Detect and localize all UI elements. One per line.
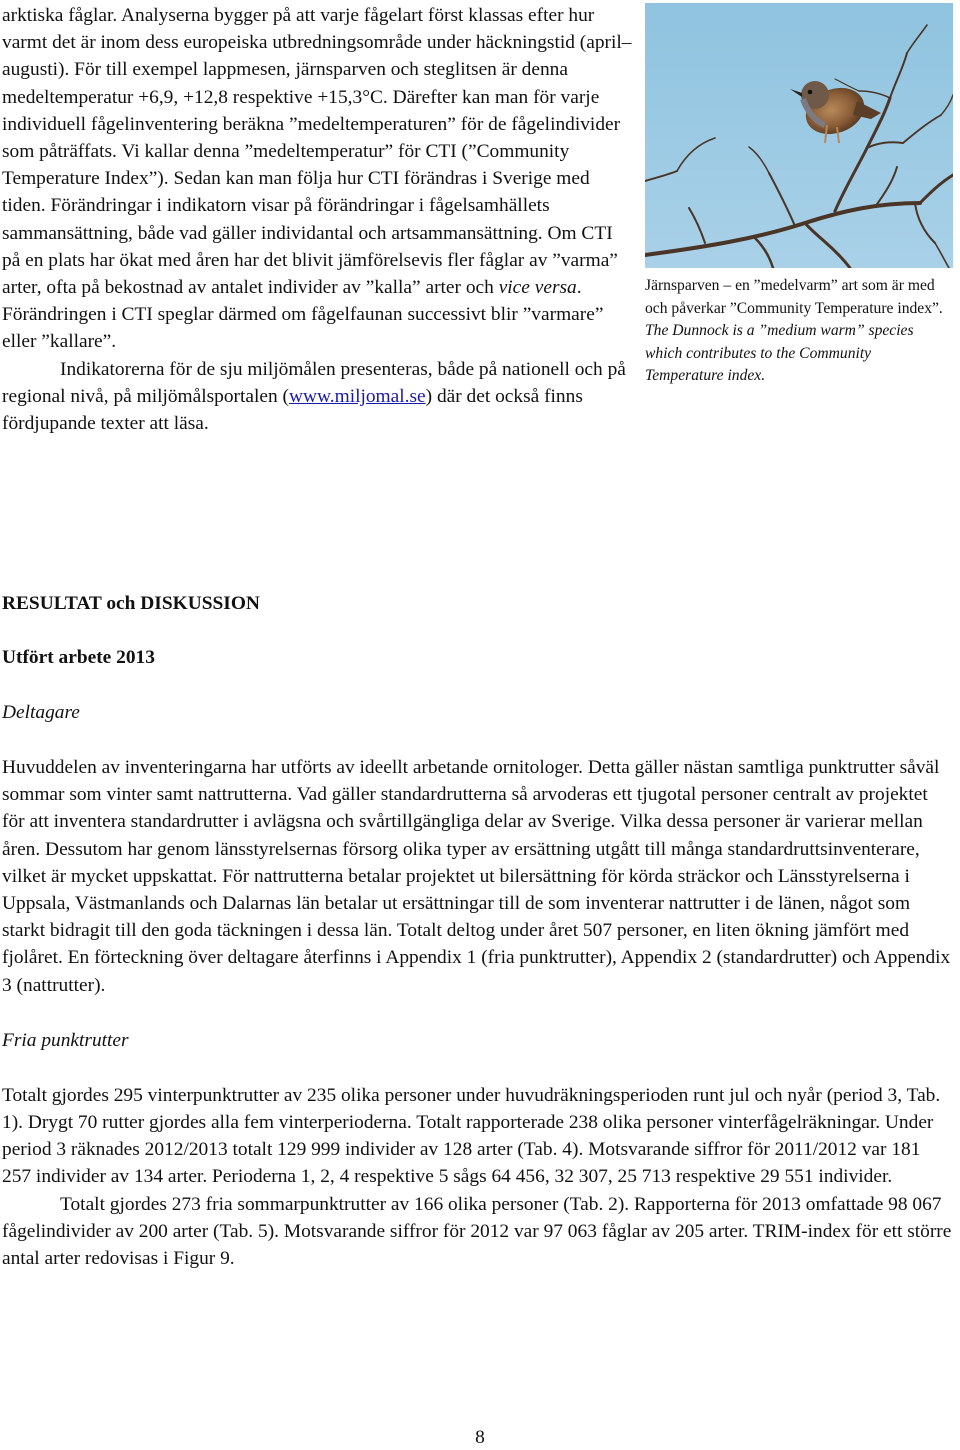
section-title: RESULTAT och DISKUSSION <box>2 593 260 614</box>
free-routes-paragraph-2: Totalt gjordes 273 fria sommarpunktrutter av 166 olika personer (Tab. 2). Rapporterna för 2013 omfattade 98 067 fågelindivider av 200 arter (Tab. 5). Motsvarande siffror för 2012 var 97 063 fåglar av 205 arter. TRIM-index för ett större antal arter redovisas i Figur 9. <box>2 1193 952 1270</box>
page-number: 8 <box>475 1427 485 1448</box>
results-section <box>2 590 952 1272</box>
free-routes-heading: Fria punktrutter <box>2 1029 129 1051</box>
free-routes-paragraph-1: Totalt gjordes 295 vinterpunktrutter av 235 olika personer under huvudräkningsperioden runt jul och nyår (period 3, Tab. 1). Drygt 70 rutter gjordes alla fem vinterperioderna. Totalt rapporterade 238 olika personer vinterfågelräkningar. Under period 3 räknades 2012/2013 totalt 129 999 individer av 128 arter (Tab. 4). Motsvarande siffror för 2011/2012 var 181 257 individer av 134 arter. Perioderna 1, 2, 4 respektive 5 sågs 64 456, 32 307, 25 713 respektive 29 551 individer. <box>2 1084 941 1188</box>
figure-column <box>645 3 953 388</box>
photo-caption <box>645 275 953 388</box>
participants-heading: Deltagare <box>2 702 80 723</box>
dunnock-photo <box>645 3 953 268</box>
intro-paragraph-2 <box>2 356 632 438</box>
portal-text-before: Indikatorerna för de sju miljömålen presenteras, både på nationell och på regional nivå, på miljömålsportalen ( <box>2 358 626 407</box>
intro-paragraph-1 <box>2 2 632 356</box>
caption-english: The Dunnock is a ”medium warm” species which contributes to the Community Temperature index. <box>645 322 914 385</box>
subsection-title: Utfört arbete 2013 <box>2 647 155 668</box>
caption-swedish: Järnsparven – en ”medelvarm” art som är med och påverkar ”Community Temperature index”. <box>645 277 943 317</box>
intro-column <box>2 2 632 437</box>
miljomal-link[interactable]: www.miljomal.se <box>289 385 426 407</box>
participants-paragraph: Huvuddelen av inventeringarna har utförts av ideellt arbetande ornitologer. Detta gäller nästan samtliga punktrutter såväl sommar som vinter samt nattrutterna. Vad gäller standardrutterna så arvoderas ett tjugotal personer centralt av projektet för att inventera standardrutter i avlägsna och svårtillgängliga delar av Sverige. Vilka dessa personer är varierar mellan åren. Dessutom har genom länsstyrelsernas försorg olika typer av ersättning utgått till många standardruttsinventerare, vilket är mycket uppskattat. För nattrutterna betalar projektet ut bilersättning för körda sträckor och Länsstyrelserna i Uppsala, Västmanlands och Dalarnas län betalar ut ersättningar till de som inventerar nattrutter i de länen, något som starkt bidragit till den goda täckningen i dessa län. Totalt deltog under året 507 personer, en liten ökning jämfört med fjolåret. En förteckning över deltagare återfinns i Appendix 1 (fria punktrutter), Appendix 2 (standardrutter) och Appendix 3 (nattrutter). <box>2 757 951 996</box>
italic-phrase: vice versa <box>498 277 577 299</box>
portal-text-after: ) där det också finns fördjupande texter att läsa. <box>2 385 583 435</box>
intro-text-run: arktiska fåglar. Analyserna bygger på att varje fågelart först klassas efter hur varmt det är inom dess europeiska utbredningsområde under häckningstid (april–augusti). För till exempel lappmesen, järnsparven och steglitsen är denna medeltemperatur +6,9, +12,8 respektive +15,3°C. Därefter kan man för varje individuell fågelinventering beräkna ”medeltemperaturen” för de fågelindivider som påträffats. Vi kallar denna ”medeltemperatur” för CTI (”Community Temperature Index”). Sedan kan man följa hur CTI förändras i Sverige med tiden. Förändringar i indikatorn visar på förändringar i fågelsamhällets sammansättning, både vad gäller individantal och artsammansättning. Om CTI på en plats har ökat med åren har det blivit jämförelsevis fler fåglar av ”varma” arter, ofta på bekostnad av antalet individer av ”kalla” arter och <box>2 5 632 299</box>
intro-text-run: . Förändringen i CTI speglar därmed om fågelfaunan successivt blir ”varmare” eller ”kallare”. <box>2 277 604 353</box>
